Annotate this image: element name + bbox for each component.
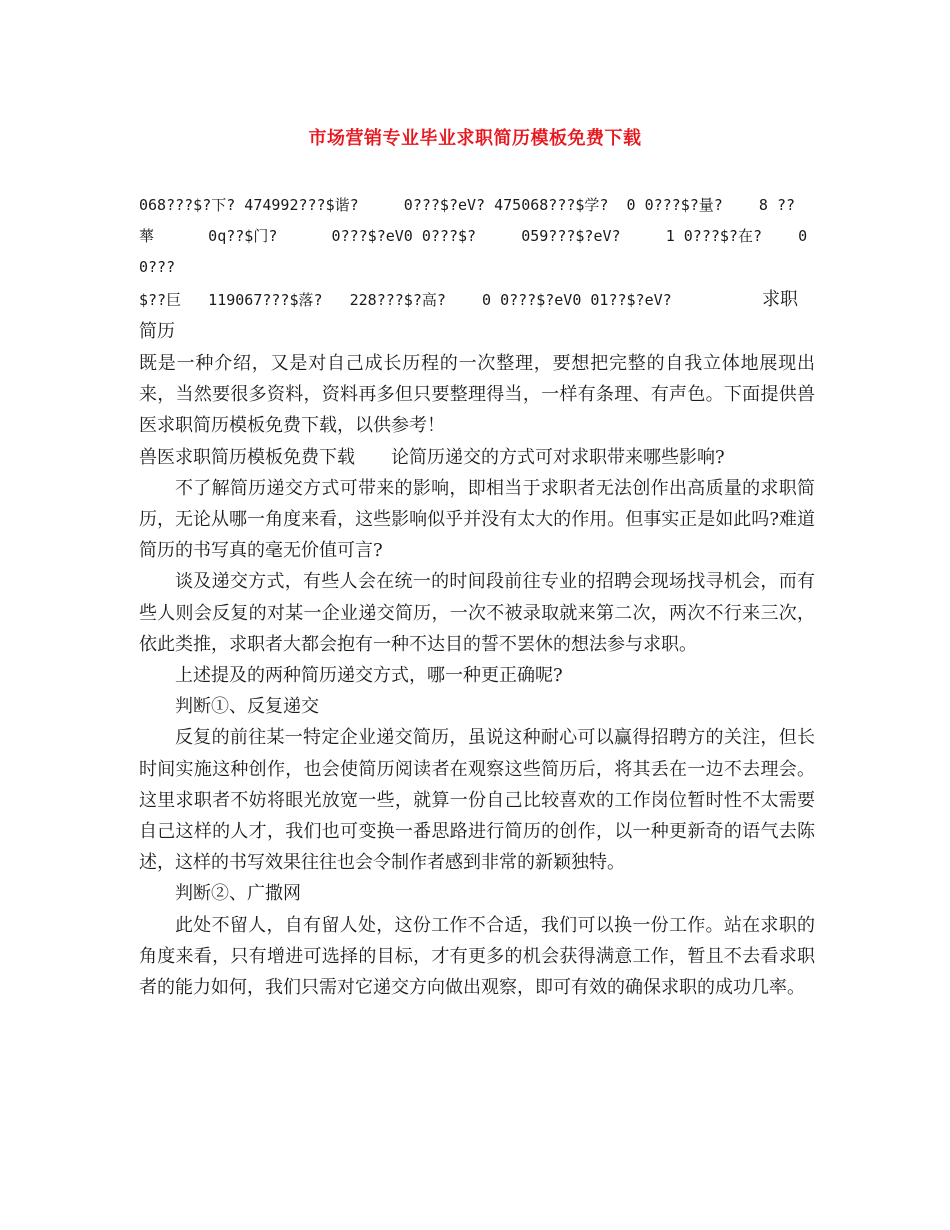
intro-tail: 求职简历 bbox=[139, 288, 798, 342]
garbled-line-1: 068???$?下? 474992???$谐? 0???$?eV? 475068???$学? 0 0???$?量? 8 ?? bbox=[139, 196, 796, 214]
document-body bbox=[139, 190, 815, 1003]
garbled-line-3-text: $??巨 119067???$落? 228???$?高? 0 0???$?eV0 01??$?eV? bbox=[139, 290, 762, 309]
paragraph: 谈及递交方式，有些人会在统一的时间段前往专业的招聘会现场找寻机会，而有些人则会反复的对某一企业递交简历，一次不被录取就来第二次，两次不行来三次，依此类推，求职者大都会抱有一种不达目的誓不罢休的想法参与求职。 bbox=[139, 571, 815, 655]
section-heading: 兽医求职简历模板免费下载 论简历递交的方式可对求职带来哪些影响? bbox=[139, 446, 725, 468]
paragraph: 上述提及的两种简历递交方式，哪一种更正确呢? bbox=[175, 665, 563, 687]
paragraph: 不了解简历递交方式可带来的影响，即相当于求职者无法创作出高质量的求职简历，无论从哪一角度来看，这些影响似乎并没有太大的作用。但事实正是如此吗?难道简历的书写真的毫无价值可言? bbox=[139, 477, 815, 562]
intro-paragraph: 既是一种介绍，又是对自己成长历程的一次整理，要想把完整的自我立体地展现出来，当然要很多资料，资料再多但只要整理得当，一样有条理、有声色。下面提供兽医求职简历模板免费下载，以供参考！ bbox=[139, 353, 815, 437]
garbled-line-2: 蕐 0q??$门? 0???$?eV0 0???$? 059???$?eV? 1 0???$?在? 0 0??? bbox=[139, 227, 817, 277]
judgement-heading-2: 判断②、广撒网 bbox=[175, 883, 301, 905]
garbled-line-3 bbox=[139, 284, 815, 348]
judgement-heading-1: 判断①、反复递交 bbox=[175, 696, 319, 718]
paragraph: 此处不留人，自有留人处，这份工作不合适，我们可以换一份工作。站在求职的角度来看，只有增进可选择的目标，才有更多的机会获得满意工作，暂且不去看求职者的能力如何，我们只需对它递交方向做出观察，即可有效的确保求职的成功几率。 bbox=[139, 914, 815, 999]
document-title: 市场营销专业毕业求职简历模板免费下载 bbox=[308, 128, 642, 149]
paragraph: 反复的前往某一特定企业递交简历，虽说这种耐心可以赢得招聘方的关注，但长时间实施这种创作，也会使简历阅读者在观察这些简历后，将其丢在一边不去理会。这里求职者不妨将眼光放宽一些，就算一份自己比较喜欢的工作岗位暂时性不太需要自己这样的人才，我们也可变换一番思路进行简历的创作，以一种更新奇的语气去陈述，这样的书写效果往往也会令制作者感到非常的新颖独特。 bbox=[139, 727, 815, 874]
